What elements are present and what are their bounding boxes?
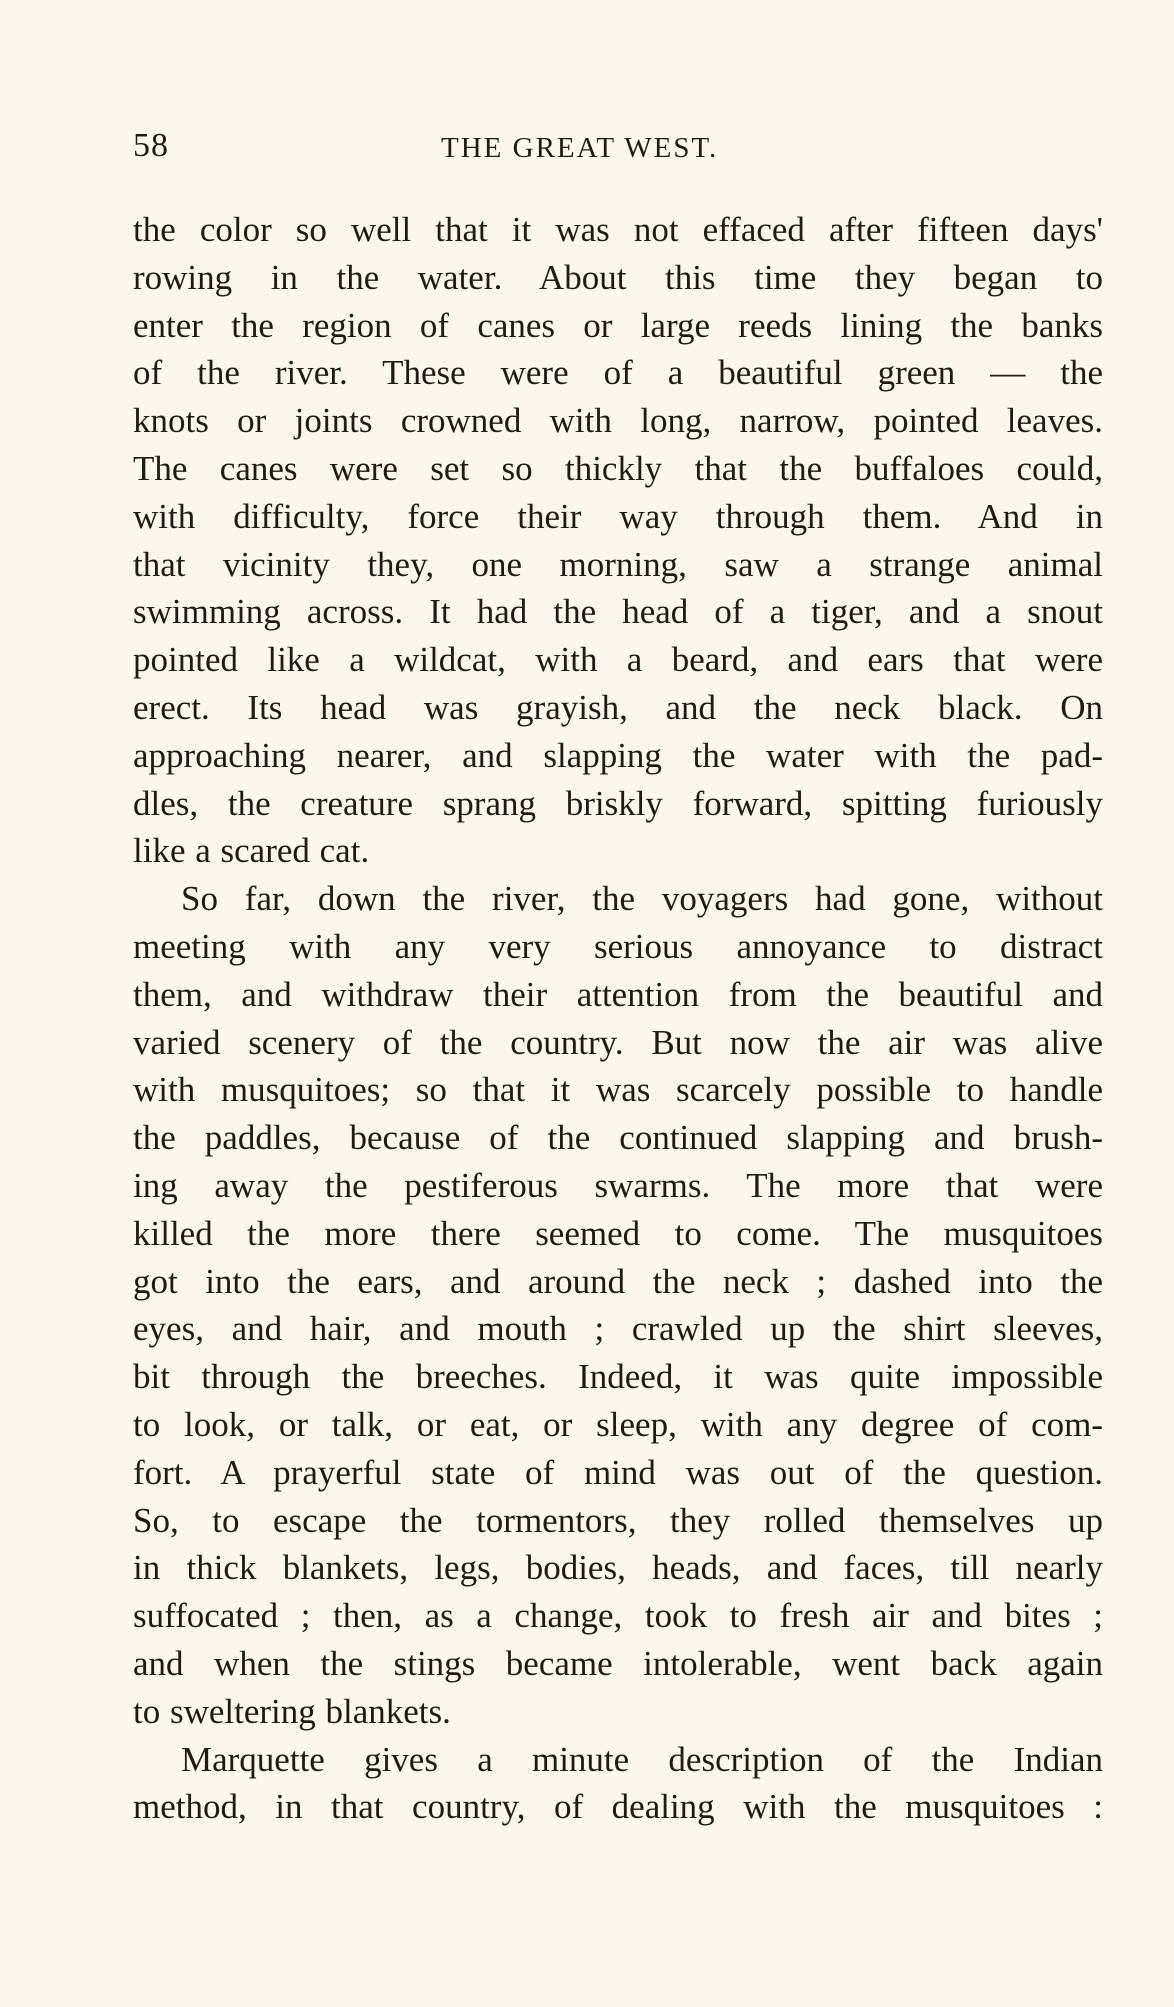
- text-line: knots or joints crowned with long, narrow, pointed leaves.: [133, 401, 1103, 441]
- running-title: THE GREAT WEST.: [441, 132, 719, 164]
- text-line: So, to escape the tormentors, they rolled themselves up: [133, 1500, 1103, 1540]
- text-line: in thick blankets, legs, bodies, heads, and faces, till nearly: [133, 1548, 1103, 1588]
- text-line: suffocated ; then, as a change, took to fresh air and bites ;: [133, 1596, 1103, 1636]
- text-line: to look, or talk, or eat, or sleep, with any degree of com-: [133, 1404, 1103, 1444]
- page-number: 58: [133, 127, 169, 164]
- text-line: pointed like a wildcat, with a beard, and ears that were: [133, 640, 1103, 680]
- running-head: [133, 126, 1103, 176]
- text-line: them, and withdraw their attention from the beautiful and: [133, 974, 1103, 1014]
- text-line: So far, down the river, the voyagers had gone, without: [181, 879, 1103, 919]
- paragraph-2: [133, 875, 1103, 1735]
- text-line: The canes were set so thickly that the buffaloes could,: [133, 448, 1103, 488]
- text-line: killed the more there seemed to come. The musquitoes: [133, 1213, 1103, 1253]
- text-line: and when the stings became intolerable, went back again: [133, 1643, 1103, 1683]
- text-line: with difficulty, force their way through them. And in: [133, 496, 1103, 536]
- text-line: eyes, and hair, and mouth ; crawled up the shirt sleeves,: [133, 1309, 1103, 1349]
- text-line: the color so well that it was not effaced after fifteen days': [133, 210, 1103, 249]
- text-line: with musquitoes; so that it was scarcely possible to handle: [133, 1070, 1103, 1110]
- text-line: method, in that country, of dealing with the musquitoes :: [133, 1787, 1103, 1827]
- paragraph-1: [133, 206, 1103, 875]
- paragraph-3: [133, 1736, 1103, 1832]
- body-text: [133, 206, 1103, 1831]
- text-line: Marquette gives a minute description of the Indian: [181, 1739, 1103, 1779]
- text-line: approaching nearer, and slapping the water with the pad-: [133, 735, 1103, 775]
- text-line: varied scenery of the country. But now the air was alive: [133, 1022, 1103, 1062]
- text-line: dles, the creature sprang briskly forward, spitting furiously: [133, 783, 1103, 823]
- text-line: enter the region of canes or large reeds lining the banks: [133, 305, 1103, 345]
- text-line: the paddles, because of the continued slapping and brush-: [133, 1118, 1103, 1158]
- text-line: that vicinity they, one morning, saw a strange animal: [133, 544, 1103, 584]
- text-line: bit through the breeches. Indeed, it was quite impossible: [133, 1357, 1103, 1397]
- text-line: like a scared cat.: [133, 831, 370, 871]
- text-line: to sweltering blankets.: [133, 1691, 451, 1731]
- text-line: rowing in the water. About this time they began to: [133, 257, 1103, 297]
- text-line: meeting with any very serious annoyance to distract: [133, 926, 1103, 966]
- text-line: fort. A prayerful state of mind was out of the question.: [133, 1452, 1103, 1492]
- text-line: swimming across. It had the head of a tiger, and a snout: [133, 592, 1103, 632]
- text-line: ing away the pestiferous swarms. The more that were: [133, 1165, 1103, 1205]
- text-line: of the river. These were of a beautiful green — the: [133, 353, 1103, 393]
- text-line: erect. Its head was grayish, and the neck black. On: [133, 687, 1103, 727]
- text-line: got into the ears, and around the neck ; dashed into the: [133, 1261, 1103, 1301]
